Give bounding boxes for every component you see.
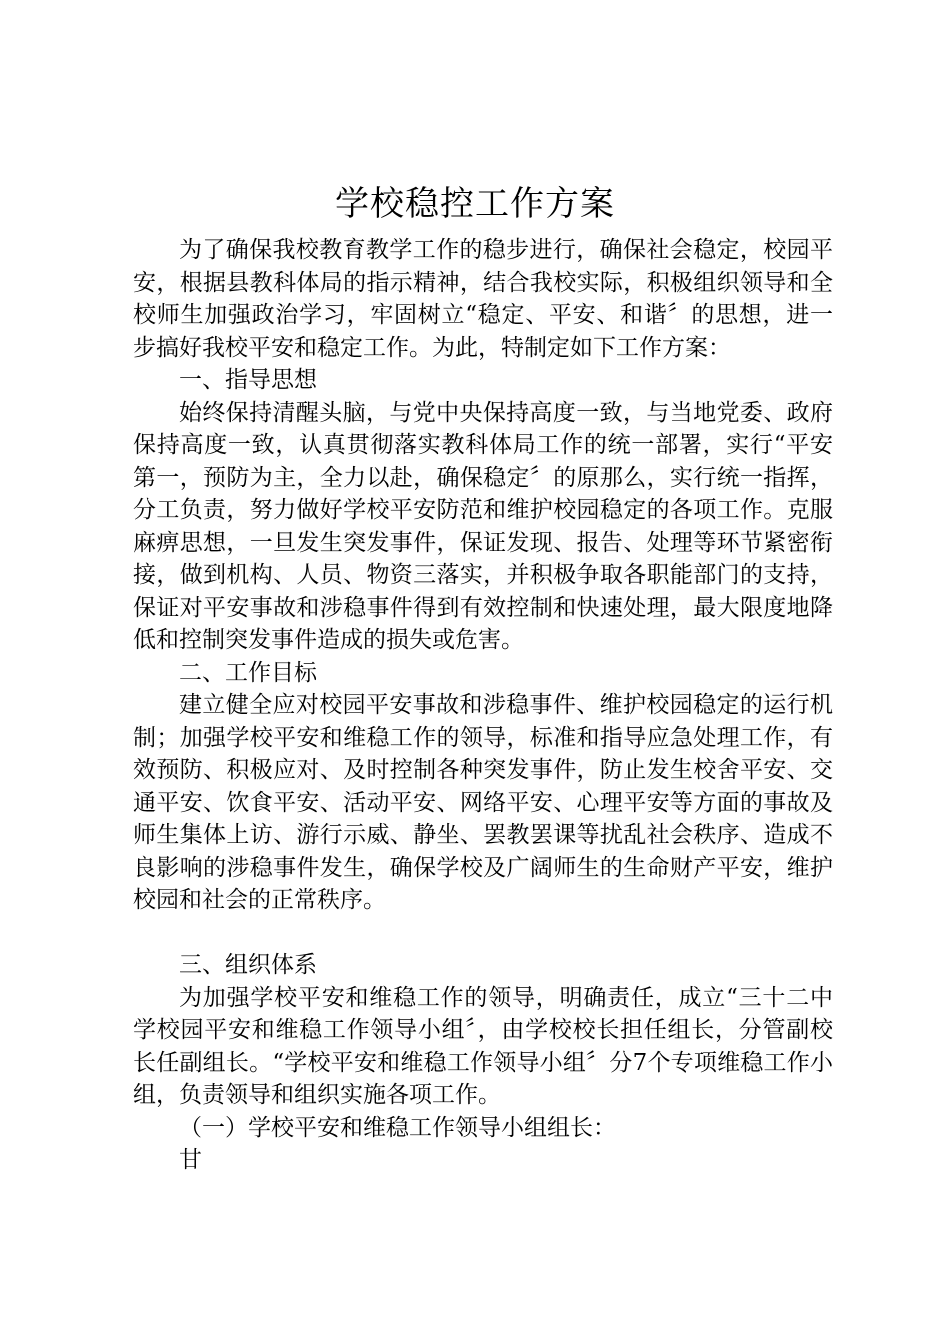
document-body [133,234,833,1177]
intro-paragraph: 为了确保我校教育教学工作的稳步进行，确保社会稳定，校园平安，根据县教科体局的指示精神，结合我校实际，积极组织领导和全校师生加强政治学习，牢固树立“稳定、平安、和谐〞的思想，进一步搞好我校平安和稳定工作。为此，特制定如下工作方案： [133,237,833,361]
paragraph-spacer [133,917,833,950]
subsection-heading-leader: （一）学校平安和维稳工作领导小组组长： [179,1114,616,1141]
section-paragraph-guiding-ideology: 始终保持清醒头脑，与党中央保持高度一致，与当地党委、政府保持高度一致，认真贯彻落实教科体局工作的统一部署，实行“平安第一，预防为主，全力以赴，确保稳定〞的原那么，实行统一指挥，分工负责，努力做好学校平安防范和维护校园稳定的各项工作。克服麻痹思想，一旦发生突发事件，保证发现、报告、处理等环节紧密衔接，做到机构、人员、物资三落实，并积极争取各职能部门的支持，保证对平安事故和涉稳事件得到有效控制和快速处理，最大限度地降低和控制突发事件造成的损失或危害。 [133,399,833,653]
page-title: 学校稳控工作方案 [335,184,615,224]
section-heading-guiding-ideology: 一、指导思想 [179,367,317,393]
section-paragraph-organization: 为加强学校平安和维稳工作的领导，明确责任，成立“三十二中学校园平安和维稳工作领导小组〞，由学校校长担任组长，分管副校长任副组长。“学校平安和维稳工作领导小组〞分7个专项维稳工作小组，负责领导和组织实施各项工作。 [133,984,833,1108]
section-heading-organization: 三、组织体系 [179,952,317,978]
section-heading-work-goals: 二、工作目标 [179,659,317,686]
leader-name: 甘 [179,1147,202,1173]
section-paragraph-work-goals: 建立健全应对校园平安事故和涉稳事件、维护校园稳定的运行机制；加强学校平安和维稳工作的领导，标准和指导应急处理工作，有效预防、积极应对、及时控制各种突发事件，防止发生校舍平安、交通平安、饮食平安、活动平安、网络平安、心理平安等方面的事故及师生集体上访、游行示威、静坐、罢教罢课等扰乱社会秩序、造成不良影响的涉稳事件发生，确保学校及广阔师生的生命财产平安，维护校园和社会的正常秩序。 [133,692,833,913]
